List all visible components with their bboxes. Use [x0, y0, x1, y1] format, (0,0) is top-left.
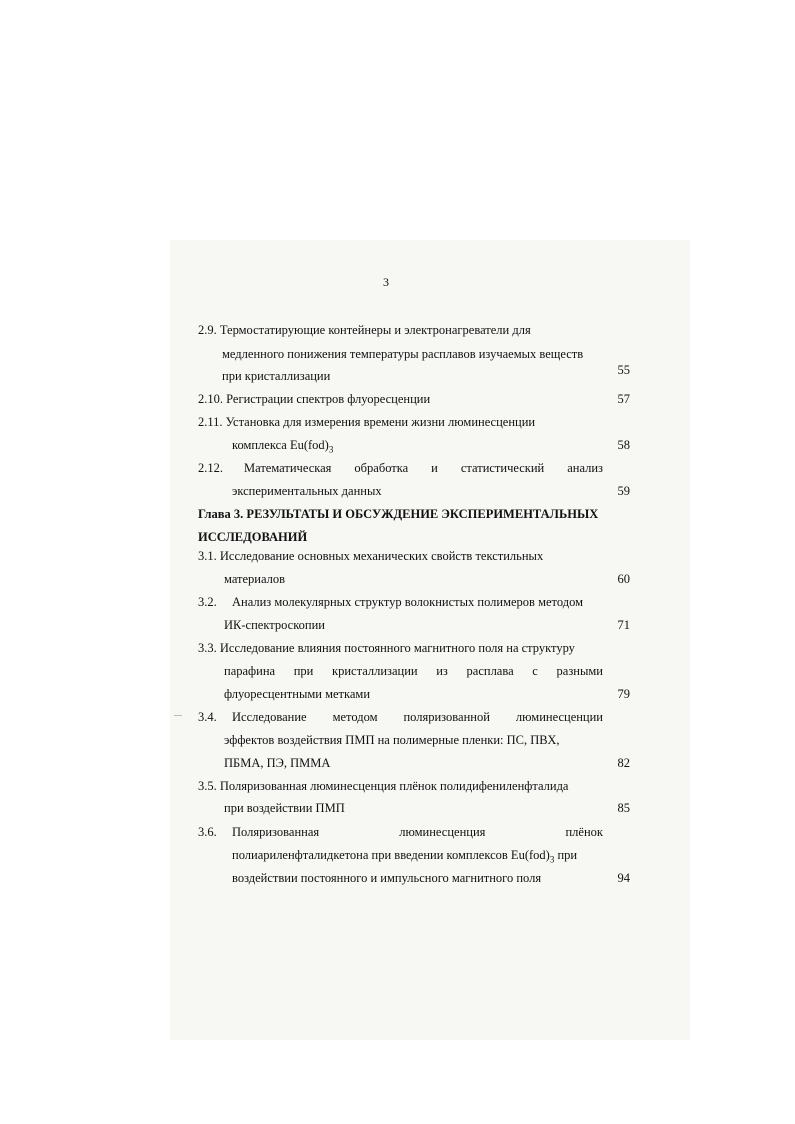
- toc-page-2-10: 57: [617, 392, 630, 406]
- toc-entry-3-1-line2: материалов: [224, 572, 286, 586]
- toc-page-3-6: 94: [617, 871, 630, 885]
- scan-speck: [174, 715, 182, 716]
- toc-word: люминесценция: [399, 825, 486, 839]
- toc-page-3-3: 79: [617, 687, 630, 701]
- toc-word: парафина: [224, 664, 276, 678]
- toc-word: Математическая: [244, 461, 332, 475]
- toc-title: Исследование влияния постоянного магнитного поля на структуру: [219, 641, 575, 655]
- toc-number-3-2: 3.2.: [198, 595, 217, 609]
- toc-word: разными: [556, 664, 603, 678]
- toc-title: Термостатирующие контейнеры и электронагреватели для: [219, 323, 531, 337]
- toc-word: поляризованной: [403, 710, 490, 724]
- toc-word: из: [436, 664, 448, 678]
- toc-word: статистический: [460, 461, 545, 475]
- toc-number-3-6: 3.6.: [198, 825, 217, 839]
- toc-word: с: [532, 664, 538, 678]
- toc-number: 2.11.: [198, 415, 223, 429]
- toc-title: Регистрации спектров флуоресценции: [226, 392, 431, 406]
- toc-entry-2-12-line1: [244, 460, 603, 476]
- toc-word: методом: [332, 710, 378, 724]
- toc-entry-2-9-line1: [198, 322, 531, 338]
- toc-entry-2-11-line2: [232, 437, 333, 458]
- toc-entry-3-4-line3: ПБМА, ПЭ, ПММА: [224, 756, 331, 770]
- toc-page-2-9: 55: [617, 363, 630, 377]
- toc-entry-2-9-line3: при кристаллизации: [222, 369, 331, 383]
- toc-page-2-12: 59: [617, 484, 630, 498]
- toc-entry-3-1-line1: [198, 548, 543, 564]
- toc-entry-3-6-line1: [232, 824, 603, 840]
- toc-page-3-1: 60: [617, 572, 630, 586]
- toc-word: Исследование: [232, 710, 307, 724]
- toc-word: и: [431, 461, 438, 475]
- toc-page-2-11: 58: [617, 438, 630, 452]
- toc-page-3-2: 71: [617, 618, 630, 632]
- toc-entry-2-10: [198, 391, 430, 407]
- toc-page-3-4: 82: [617, 756, 630, 770]
- toc-word: расплава: [466, 664, 514, 678]
- toc-entry-3-3-line3: флуоресцентными метками: [224, 687, 371, 701]
- toc-entry-3-5-line2: при воздействии ПМП: [224, 801, 345, 815]
- toc-word: кристаллизации: [332, 664, 418, 678]
- subscript: 3: [328, 444, 334, 455]
- subscript: 3: [549, 854, 555, 865]
- toc-entry-3-2-line2: ИК-спектроскопии: [224, 618, 325, 632]
- toc-number: 3.1.: [198, 549, 217, 563]
- toc-entry-3-6-line2: [232, 847, 577, 868]
- toc-title: Установка для измерения времени жизни люминесценции: [225, 415, 536, 429]
- chapter-3-heading-line2: ИССЛЕДОВАНИЙ: [198, 530, 308, 544]
- toc-text: комплекса Eu(fod): [232, 438, 329, 452]
- toc-entry-3-3-line1: [198, 640, 575, 656]
- toc-text: при: [554, 848, 578, 862]
- toc-text: полиариленфталидкетона при введении комплексов Eu(fod): [232, 848, 550, 862]
- toc-number-3-4: 3.4.: [198, 710, 217, 724]
- toc-entry-3-4-line2: эффектов воздействия ПМП на полимерные пленки: ПС, ПВХ,: [224, 733, 560, 747]
- toc-entry-2-9-line2: медленного понижения температуры расплавов изучаемых веществ: [222, 347, 584, 361]
- toc-word: при: [293, 664, 314, 678]
- page-number: 3: [383, 275, 389, 289]
- toc-entry-3-4-line1: [232, 709, 603, 725]
- toc-number: 2.10.: [198, 392, 223, 406]
- chapter-3-heading-line1: Глава 3. РЕЗУЛЬТАТЫ И ОБСУЖДЕНИЕ ЭКСПЕРИМЕНТАЛЬНЫХ: [198, 507, 599, 521]
- toc-number-2-12: 2.12.: [198, 461, 223, 475]
- toc-entry-2-11-line1: [198, 414, 535, 430]
- toc-entry-3-6-line3: воздействии постоянного и импульсного магнитного поля: [232, 871, 542, 885]
- toc-number: 3.5.: [198, 779, 217, 793]
- toc-word: анализ: [567, 461, 603, 475]
- toc-word: люминесценции: [515, 710, 603, 724]
- toc-entry-3-5-line1: [198, 778, 568, 794]
- toc-title: Поляризованная люминесценция плёнок полидифениленфталида: [219, 779, 569, 793]
- toc-word: Поляризованная: [232, 825, 320, 839]
- toc-number: 3.3.: [198, 641, 217, 655]
- toc-entry-3-3-line2: [224, 663, 603, 679]
- toc-word: плёнок: [565, 825, 603, 839]
- toc-page-3-5: 85: [617, 801, 630, 815]
- toc-number: 2.9.: [198, 323, 217, 337]
- toc-title: Исследование основных механических свойств текстильных: [219, 549, 544, 563]
- toc-entry-3-2-line1: Анализ молекулярных структур волокнистых полимеров методом: [232, 595, 584, 609]
- toc-word: обработка: [354, 461, 409, 475]
- toc-entry-2-12-line2: экспериментальных данных: [232, 484, 382, 498]
